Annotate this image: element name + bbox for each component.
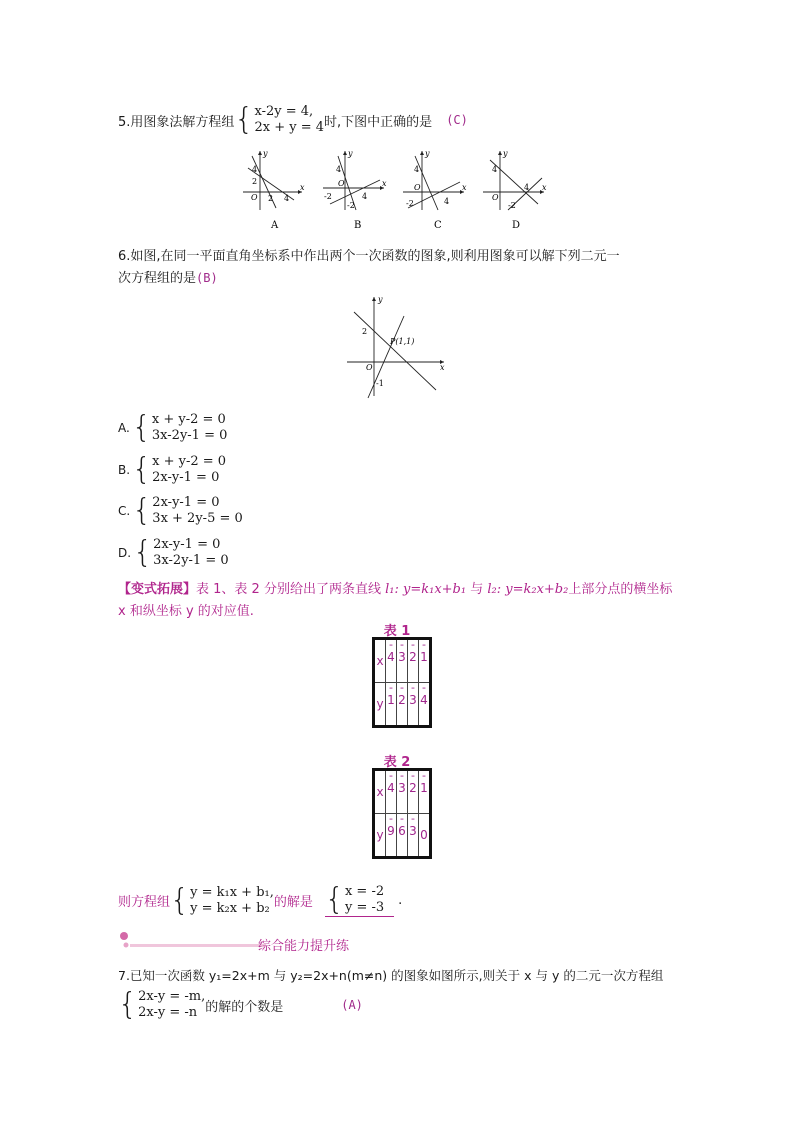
svg-text:O: O: [414, 183, 421, 192]
q5-suffix: 时,下图中正确的是: [324, 114, 433, 130]
table-1: [372, 637, 432, 728]
brace-icon: {: [132, 493, 152, 528]
table2-row-x: x - 4 - 3 - 2 - 1: [374, 770, 431, 814]
svg-text:x: x: [542, 183, 547, 192]
q5-eq1: x-2y = 4,: [254, 104, 314, 119]
graph-a: [243, 149, 305, 231]
q6-option-a[interactable]: A. { x + y-2 = 0 3x-2y-1 = 0: [118, 410, 228, 445]
brace-icon: {: [170, 882, 190, 918]
table2-row-y: y - 9 - 6 - 3 0: [374, 814, 431, 858]
table2-caption: 表 2: [383, 755, 411, 770]
svg-text:2: 2: [268, 194, 274, 203]
table1-row-x: x - 4 - 3 - 2 - 1: [374, 639, 431, 683]
svg-text:4: 4: [252, 165, 258, 174]
graph-c-label: C: [434, 220, 442, 231]
svg-text:O: O: [492, 193, 499, 202]
q6-answer: (B): [196, 271, 218, 285]
ext-line-1: 【变式拓展】表 1、表 2 分别给出了两条直线 l₁: y=k₁x+b₁ 与 l₂: y=k₂x+b₂上部分点的横坐标: [118, 582, 673, 597]
brace-icon: {: [132, 452, 152, 487]
brace-icon: {: [324, 882, 344, 917]
graph-d-label: D: [512, 220, 521, 231]
q6-text-2: [118, 267, 218, 286]
svg-text:x: x: [300, 183, 305, 192]
svg-text:4: 4: [492, 165, 498, 174]
q6-ytick: 2: [362, 327, 368, 336]
svg-text:-2: -2: [324, 192, 332, 201]
svg-text:-2: -2: [406, 199, 414, 208]
svg-text:4: 4: [336, 165, 342, 174]
svg-text:O: O: [338, 179, 345, 188]
q6-point: P(1,1): [390, 337, 415, 346]
svg-text:x: x: [440, 363, 445, 372]
svg-text:4: 4: [524, 183, 530, 192]
table1-caption: 表 1: [383, 624, 411, 639]
table1-row-y: y - 1 - 2 - 3 - 4: [374, 683, 431, 727]
svg-text:-2: -2: [347, 201, 355, 210]
svg-text:x: x: [382, 179, 387, 188]
svg-text:O: O: [366, 363, 373, 372]
svg-text:4: 4: [414, 165, 420, 174]
brace-icon: {: [118, 987, 138, 1022]
svg-text:2: 2: [252, 177, 258, 186]
q5-line: [118, 104, 468, 136]
graph-b: [323, 149, 387, 231]
svg-text:y: y: [348, 149, 353, 158]
svg-text:y: y: [425, 149, 430, 158]
svg-text:4: 4: [284, 194, 290, 203]
graph-d: [483, 149, 547, 231]
q5-answer: (C): [446, 113, 468, 127]
svg-text:O: O: [251, 193, 258, 202]
graph-c: [403, 149, 467, 231]
q6-option-c[interactable]: C. { 2x-y-1 = 0 3x + 2y-5 = 0: [118, 493, 243, 528]
ext-solution: { x = -2 y = -3: [325, 884, 394, 917]
svg-text:y: y: [263, 149, 268, 158]
section-title: 综合能力提升练: [258, 939, 350, 954]
svg-text:y: y: [503, 149, 508, 158]
section-decoration-icon: [116, 930, 266, 952]
q6-graph: [344, 294, 448, 398]
svg-text:4: 4: [362, 192, 368, 201]
q5-eq2: 2x + y = 4: [254, 120, 325, 135]
brace-icon: {: [133, 535, 153, 570]
q6-negtick: -1: [376, 379, 384, 388]
q5-system: [255, 104, 325, 136]
q7-text-1: 7.已知一次函数 y₁=2x+m 与 y₂=2x+n(m≠n) 的图象如图所示,则关于 x 与 y 的二元一次方程组: [118, 968, 664, 983]
q6-option-b[interactable]: B. { x + y-2 = 0 2x-y-1 = 0: [118, 452, 227, 487]
svg-text:x: x: [462, 183, 467, 192]
brace-icon: {: [131, 410, 151, 445]
q6-text-2-body: 次方程组的是: [118, 271, 197, 286]
graph-b-label: B: [354, 220, 362, 231]
table-2: [372, 768, 432, 859]
graph-a-label: A: [271, 220, 279, 231]
q5-prefix: 5.用图象法解方程组: [118, 114, 235, 130]
ext-head: 【变式拓展】: [118, 582, 197, 597]
brace-icon: {: [234, 102, 254, 137]
ext-system-line: 则方程组 { y = k₁x + b₁, y = k₂x + b₂ 的解是 { x = -2 y = -3 .: [118, 882, 403, 918]
q5-graphs: [238, 148, 547, 236]
q6-option-d[interactable]: D. { 2x-y-1 = 0 3x-2y-1 = 0: [118, 535, 229, 570]
svg-text:y: y: [378, 295, 383, 304]
ext-line-2: x 和纵坐标 y 的对应值.: [118, 604, 254, 619]
svg-text:4: 4: [444, 197, 450, 206]
q7-line-2: { 2x-y = -m, 2x-y = -n 的解的个数是 (A): [118, 987, 363, 1022]
q6-text-1: 6.如图,在同一平面直角坐标系中作出两个一次函数的图象,则利用图象可以解下列二元一: [118, 249, 620, 264]
q7-answer: (A): [341, 998, 363, 1012]
svg-text:-2: -2: [508, 201, 516, 210]
